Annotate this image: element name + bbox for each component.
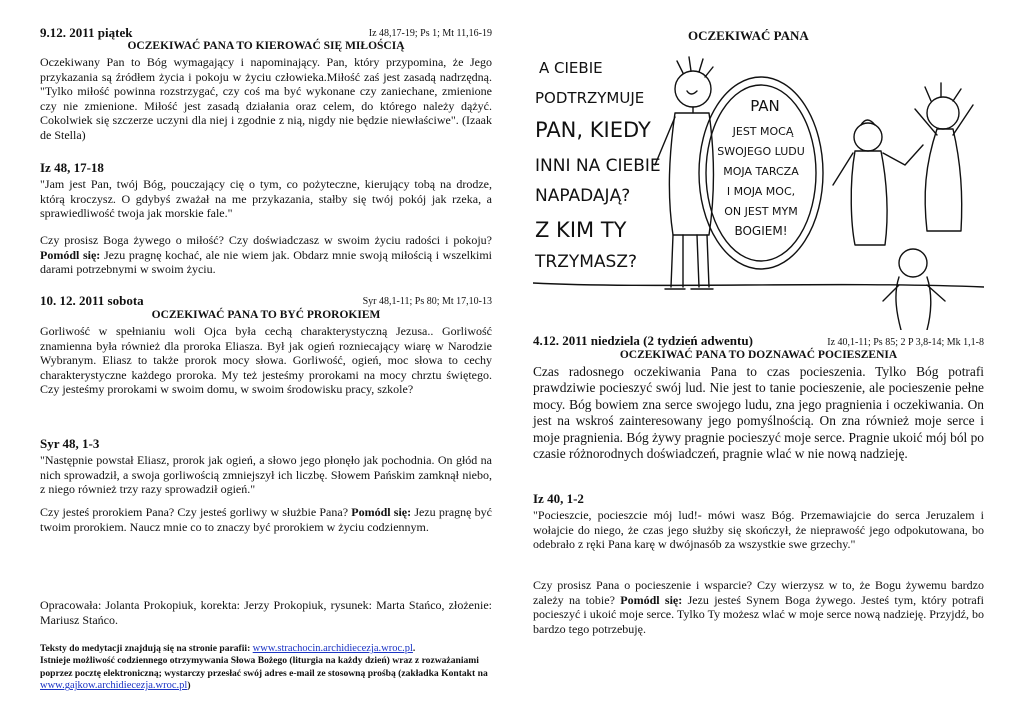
- day1-prayer: Jezu pragnę kochać, ale nie wiem jak. Obdarz mnie swoją miłością i wszelkimi darami potrzebnymi w swoim życiu.: [40, 247, 493, 277]
- day1-reading: "Jam jest Pan, twój Bóg, pouczający cię o tym, co pożyteczne, kierujący tobą na drodze, którą kroczysz. O gdybyś zważał na me przykazania, stałby się twój pokój jak rzeka, a sprawiedliwość twoja jak morskie fale.": [40, 177, 492, 221]
- parish-link[interactable]: www.strachocin.archidiecezja.wroc.pl: [252, 643, 413, 654]
- day2-question: Czy jesteś prorokiem Pana? Czy jesteś gorliwy w służbie Pana?: [40, 505, 349, 519]
- shield-text-6: ON JEST MYM: [724, 205, 798, 218]
- shield-text-3: SWOJEGO LUDU: [717, 145, 805, 158]
- day1-reading-ref: Iz 48, 17-18: [40, 160, 104, 175]
- day3-prayer: Jezu jesteś Synem Boga żywego. Jesteś tym, który potrafi pocieszyć i ukoić moje serce. Tylko Ty możesz wlać w moje serce nową nadzieję. Przyjdź, bo bardzo tego potrzebuję.: [533, 592, 985, 636]
- day2-question-block: [40, 505, 492, 534]
- day2-reading: "Następnie powstał Eliasz, prorok jak ogień, a słowo jego płonęło jak pochodnia. On głód na nich sprowadził, a swoja gorliwością zmniejszył ich liczbę. Słowem Pańskim zamknął niebo, z niego również trzy razy sprowadził ogień.": [40, 453, 492, 497]
- day3-intro: Czas radosnego oczekiwania Pana to czas pocieszenia. Tylko Bóg potrafi prawdziwie pocieszyć swój lud. Nie jest to tanie pocieszenie, ale pocieszenie pełne mocy. Bóg bowiem zna serce swojego ludu, zna jego pragnienia i oczekiwania. On jest na wskroś zainteresowany jego pomyślnością. On zna również moje serce i moje pragnienia. Bóg żywy pragnie pocieszyć moje serce. Pragnie ukoić mój ból po czasie różnorodnych doświadczeń, pragnie wlać w nie nową nadzieję.: [533, 364, 984, 462]
- drawing-text-4: INNI NA CIEBIE: [535, 156, 661, 176]
- drawing-text-3: PAN, KIEDY: [535, 118, 651, 142]
- day1-date: 9.12. 2011 piątek: [40, 25, 133, 40]
- shield-text-2: JEST MOCĄ: [732, 125, 794, 138]
- middle-man-head-icon: [854, 123, 882, 151]
- shield-text-1: PAN: [750, 97, 780, 115]
- day2-reading-ref: Syr 48, 1-3: [40, 436, 100, 451]
- day1-question: Czy prosisz Boga żywego o miłość? Czy doświadczasz w swoim życiu radości i pokoju?: [40, 233, 492, 247]
- footer-close: ): [187, 680, 191, 692]
- shield-text-5: I MOJA MOC,: [726, 185, 796, 198]
- day2-date: 10. 12. 2011 sobota: [40, 293, 144, 308]
- day2-refs: Syr 48,1-11; Ps 80; Mt 17,10-13: [362, 296, 492, 307]
- day3-question-block: [533, 578, 984, 636]
- day3-refs: Iz 40,1-11; Ps 85; 2 P 3,8-14; Mk 1,1-8: [827, 337, 984, 348]
- drawing-text-1: A CIEBIE: [539, 59, 603, 77]
- day1-refs: Iz 48,17-19; Ps 1; Mt 11,16-19: [368, 28, 492, 39]
- day2-title: OCZEKIWAĆ PANA TO BYĆ PROROKIEM: [151, 309, 381, 321]
- day3-prayer-label: Pomódl się:: [620, 592, 683, 607]
- day1-question-block: [40, 233, 492, 277]
- illustration: [533, 45, 984, 330]
- day1-prayer-label: Pomódl się:: [40, 247, 101, 262]
- day1-intro: Oczekiwany Pan to Bóg wymagający i napominający. Pan, który przypomina, że Jego przykazania są źródłem życia i pokoju w życiu człowieka.Miłość zaś jest zasadą nadrzędną. "Tylko miłość powinna rozstrzygać, czy coś ma być wykonane czy zaniechane, zmienione czy nie zmienione. Miłość jest zasadą działania oraz celem, do którego należy dążyć. Cokolwiek się szczerze uczyni dla niej i zgodnie z nią, nigdy nie będzie niewłaściwe". (Izaak de Stella): [40, 55, 492, 142]
- day3-reading-ref: Iz 40, 1-2: [533, 491, 584, 506]
- day2-prayer: Jezu pragnę być twoim prorokiem. Naucz mnie co to znaczy być prorokiem w życiu codziennym.: [40, 505, 493, 534]
- ground-line: [533, 283, 984, 287]
- right-heading: OCZEKIWAĆ PANA: [688, 28, 809, 43]
- shield-text-4: MOJA TARCZA: [723, 165, 799, 178]
- shield-text-7: BOGIEM!: [734, 224, 788, 238]
- man-body: [669, 113, 713, 235]
- day3-date: 4.12. 2011 niedziela (2 tydzień adwentu): [533, 333, 753, 348]
- day2-intro: Gorliwość w spełnianiu woli Ojca była cechą charakterystyczną Jezusa.. Gorliwość znamienna była również dla proroka Eliasza. Był jak ogień rozniecający wiarę w Narodzie Wybranym. Eliasz to także prorok mocy słowa. Gorliwość, ogień, moc słowa to cechy charakterystyczne każdego proroka. My też jesteśmy prorokami na mocy chrztu świętego. Czy jesteśmy prorokami w swoim domu, w swoim środowisku pracy, szkole?: [40, 324, 492, 397]
- footer: Teksty do medytacji znajdują się na stronie parafii: www.strachocin.archidiecezja.wroc.pl. Istnieje możliwość codziennego otrzymywania Słowa Bożego (liturgia na każdy dzień) wraz z rozważaniami poprzez pocztę elektroniczną; wystarczy przesłać swój adres e-mail ze stosowną prośbą (zakładka Kontakt na www.gajkow.archidiecezja.wroc.pl): [40, 643, 488, 692]
- drawing-text-2: PODTRZYMUJE: [535, 89, 645, 107]
- drawing-text-6: Z KIM TY: [535, 218, 627, 242]
- day3-question: Czy prosisz Pana o pocieszenie i wsparcie? Czy wierzysz w to, że Bogu żywemu bardzo zależy na tobie?: [533, 578, 984, 607]
- day1-title: OCZEKIWAĆ PANA TO KIEROWAĆ SIĘ MIŁOŚCIĄ: [127, 40, 405, 52]
- footer-line2: Istnieje możliwość codziennego otrzymywania Słowa Bożego (liturgia na każdy dzień) wraz z rozważaniami poprzez pocztę elektroniczną; wystarczy przesłać swój adres e-mail ze stosowną prośbą (zakładka Kontakt na: [40, 655, 488, 679]
- credits: Opracowała: Jolanta Prokopiuk, korekta: Jerzy Prokopiuk, rysunek: Marta Stańco, złożenie: Mariusz Stańco.: [40, 598, 492, 627]
- day2-prayer-label: Pomódl się:: [351, 505, 412, 519]
- child-head-icon: [899, 249, 927, 277]
- footer-line1: Teksty do medytacji znajdują się na stronie parafii:: [40, 643, 251, 654]
- right-man-head-icon: [927, 97, 959, 129]
- drawing-text-5: NAPADAJĄ?: [535, 186, 631, 206]
- day3-reading: "Pocieszcie, pocieszcie mój lud!- mówi wasz Bóg. Przemawiajcie do serca Jeruzalem i wołajcie do niego, że czas jego służby się skończył, że nieprawość jego odpokutowana, bo odebrało z ręki Pana karę w dwójnasób za wszystkie swe grzechy.": [533, 508, 984, 552]
- drawing-text-7: TRZYMASZ?: [535, 252, 637, 272]
- day3-title: OCZEKIWAĆ PANA TO DOZNAWAĆ POCIESZENIA: [619, 349, 898, 361]
- contact-link[interactable]: www.gajkow.archidiecezja.wroc.pl: [40, 680, 188, 692]
